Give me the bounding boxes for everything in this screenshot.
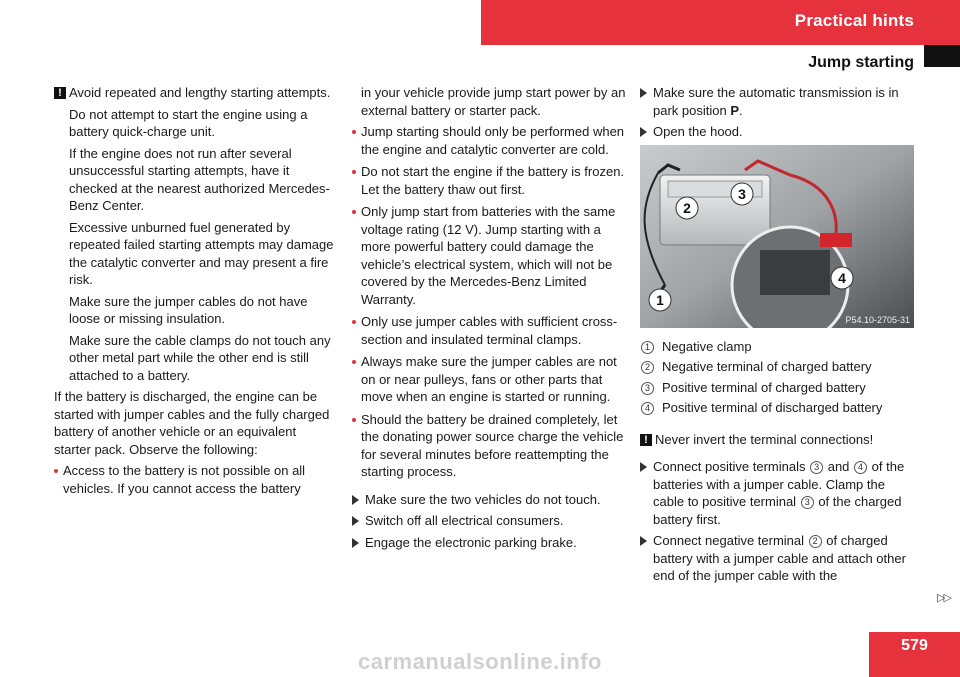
callout-icon: 2 <box>641 361 654 374</box>
photo-code: P54.10-2705-31 <box>845 314 910 325</box>
legend-item <box>640 358 918 376</box>
bullet-text: Only use jumper cables with sufficient cross-section and insulated terminal clamps. <box>361 314 618 347</box>
step-arrow-icon <box>352 538 359 548</box>
bullet-icon <box>352 210 356 214</box>
step-text: Switch off all electrical consumers. <box>365 513 564 528</box>
callout-3: 3 <box>738 185 746 202</box>
warning-icon: ! <box>54 87 66 99</box>
step-text: Make sure the two vehicles do not touch. <box>365 491 601 507</box>
bullet-icon <box>352 418 356 422</box>
bullet-text: Should the battery be drained completely, let the donating power source charge the vehicle for several minutes before reattempting the starting process. <box>361 411 624 479</box>
battery-photo <box>640 145 914 328</box>
bullet-icon <box>54 469 58 473</box>
warning-line: Make sure the cable clamps do not touch any other metal part while the other end is still attached to a battery. <box>69 332 331 383</box>
warning-paragraph <box>54 84 336 102</box>
discharged-battery <box>760 250 830 295</box>
callout-icon: 1 <box>641 341 654 354</box>
bullet-text: Always make sure the jumper cables are not on or near pulleys, fans or other parts that move when an engine is started or running. <box>361 354 617 404</box>
step-punctuation: . <box>739 102 743 118</box>
page-number: 579 <box>869 632 960 677</box>
bullet-icon <box>352 360 356 364</box>
step-item <box>352 512 628 530</box>
step-arrow-icon <box>640 462 647 472</box>
bullet-text: Access to the battery is not possible on all vehicles. If you cannot access the battery <box>63 463 306 496</box>
warning-line: Excessive unburned fuel generated by repeated failed starting attempts may damage the catalytic converter and may present a fire risk. <box>69 219 334 287</box>
column-2 <box>352 84 628 555</box>
callout-icon: 3 <box>801 496 814 509</box>
column-3 <box>640 84 918 589</box>
positive-clamp-discharged <box>820 233 852 247</box>
callout-icon: 2 <box>809 535 822 548</box>
bullet-text: Only jump start from batteries with the same voltage rating (12 V). Jump starting with a more powerful battery could damage the vehicle’s electrical system, which will not be covered by the Mercedes-Benz Limited Warranty. <box>361 204 616 307</box>
callout-2: 2 <box>683 199 691 216</box>
legend-text: Negative terminal of charged battery <box>662 359 872 374</box>
legend-item <box>640 399 918 417</box>
section-title: Practical hints <box>794 11 914 30</box>
step-item <box>352 491 628 509</box>
legend-item <box>640 338 918 356</box>
continue-arrows-icon: ▷▷ <box>937 592 950 604</box>
gear-position: P <box>730 102 740 118</box>
callout-icon: 4 <box>641 402 654 415</box>
step-text: and <box>827 459 850 474</box>
warning-text: Never invert the terminal connections! <box>655 431 874 447</box>
step-arrow-icon <box>640 88 647 98</box>
list-item <box>352 123 628 158</box>
warning-line: Do not attempt to start the engine using a battery quick-charge unit. <box>69 106 308 139</box>
bullet-text: Do not start the engine if the battery is frozen. Let the battery thaw out first. <box>361 164 625 197</box>
legend-item <box>640 379 918 397</box>
warning-line: If the engine does not run after several unsuccessful starting attempts, have it checked at the nearest authorized Mercedes-Benz Center. <box>69 145 330 213</box>
column-1 <box>54 84 336 502</box>
legend-text: Positive terminal of charged battery <box>662 379 866 395</box>
step-text: of the batteries with a jumper cable. Clamp the cable to positive terminal <box>653 459 905 509</box>
step-text: Engage the electronic parking brake. <box>365 534 577 550</box>
callout-icon: 3 <box>810 461 823 474</box>
warning-icon: ! <box>640 434 652 446</box>
step-item <box>640 84 918 119</box>
bullet-continuation: in your vehicle provide jump start power by an external battery or starter pack. <box>361 85 626 118</box>
watermark: carmanualsonline.info <box>358 649 602 674</box>
callout-1: 1 <box>656 291 664 308</box>
step-item <box>640 458 918 528</box>
warning-line: Avoid repeated and lengthy starting attempts. <box>69 85 331 100</box>
step-item <box>352 534 628 552</box>
step-item <box>640 532 918 585</box>
step-item <box>640 123 918 141</box>
legend-text: Negative clamp <box>662 338 752 354</box>
step-text: of the charged battery first. <box>653 494 902 527</box>
step-text: Open the hood. <box>653 124 743 139</box>
bullet-text: Jump starting should only be performed when the engine and catalytic converter are cold. <box>361 124 625 157</box>
callout-4: 4 <box>838 269 846 286</box>
legend-text: Positive terminal of discharged battery <box>662 400 883 415</box>
warning-paragraph <box>640 431 918 449</box>
warning-line: Make sure the jumper cables do not have loose or missing insulation. <box>69 293 308 326</box>
step-arrow-icon <box>352 495 359 505</box>
intro-paragraph: If the battery is discharged, the engine can be started with jumper cables and the fully charged battery of another vehicle or an equivalent starter pack. Observe the following: <box>54 389 330 457</box>
list-item <box>352 203 628 308</box>
callout-icon: 4 <box>854 461 867 474</box>
step-text: Connect positive terminals <box>653 459 806 474</box>
bullet-icon <box>352 170 356 174</box>
list-item <box>54 462 336 497</box>
step-arrow-icon <box>640 127 647 137</box>
callout-icon: 3 <box>641 382 654 395</box>
step-text: Make sure the automatic transmission is in park position <box>653 85 899 118</box>
list-item <box>352 411 628 481</box>
list-item <box>352 163 628 198</box>
bullet-icon <box>352 130 356 134</box>
list-item <box>352 313 628 348</box>
step-text: of charged battery with a jumper cable and attach other end of the jumper cable with the <box>653 533 906 583</box>
step-arrow-icon <box>352 516 359 526</box>
page-title: Jump starting <box>808 54 914 71</box>
list-item <box>352 353 628 406</box>
step-text: Connect negative terminal <box>653 533 805 548</box>
bullet-icon <box>352 320 356 324</box>
section-tab-marker <box>924 45 960 67</box>
step-arrow-icon <box>640 536 647 546</box>
